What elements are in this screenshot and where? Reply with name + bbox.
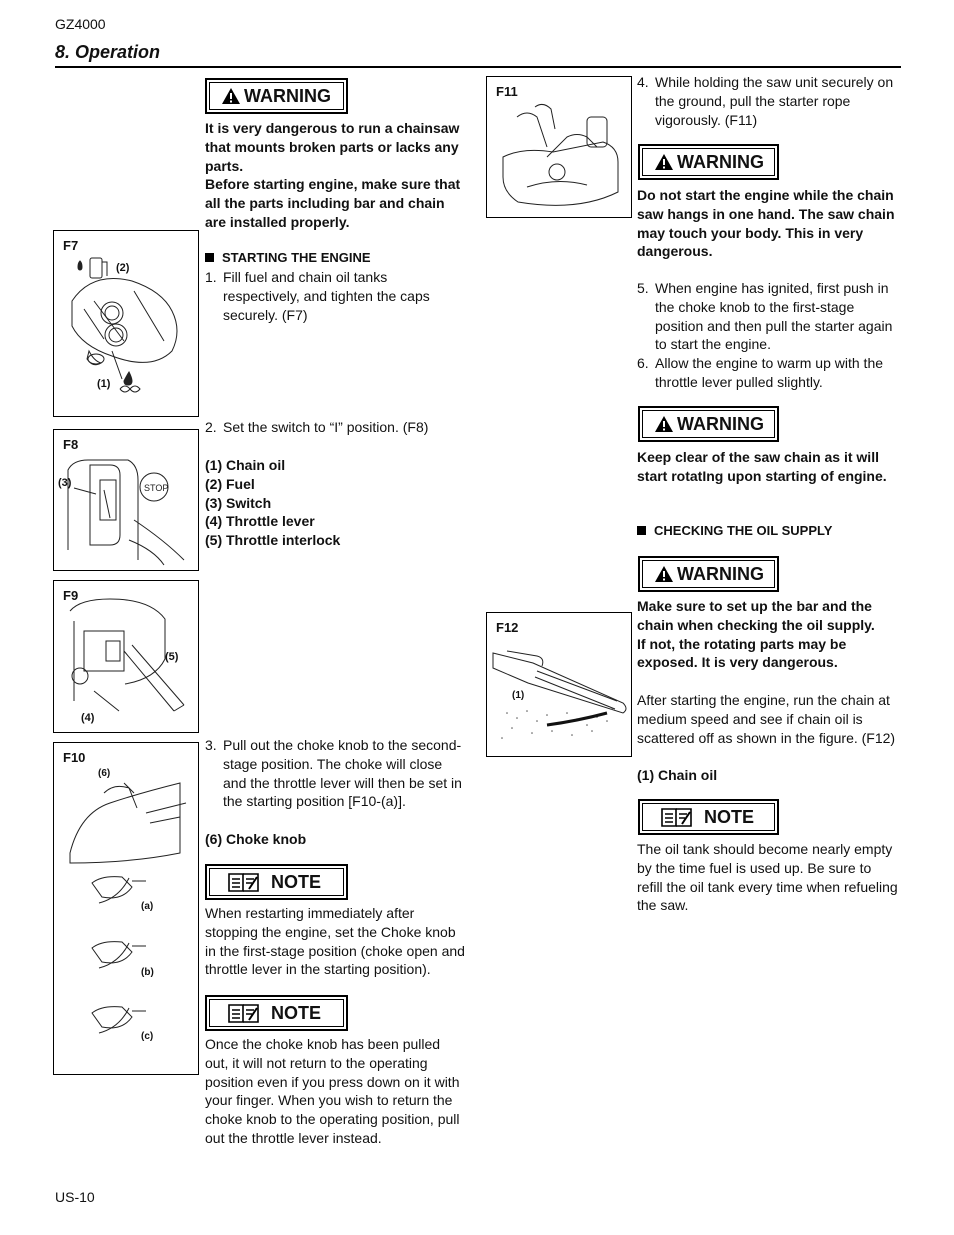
page-number: US-10 bbox=[55, 1189, 95, 1205]
callout-b: (b) bbox=[141, 967, 154, 978]
svg-text:STOP: STOP bbox=[144, 483, 169, 493]
warning-badge bbox=[638, 144, 779, 180]
warning-text: Keep clear of the saw chain as it will start rotatIng upon starting of engine. bbox=[637, 449, 887, 484]
warning-badge bbox=[205, 78, 348, 114]
choke-knob-illustration bbox=[54, 743, 200, 1076]
step-1: 1. Fill fuel and chain oil tanks respectively, and tighten the caps securely. (F7) bbox=[205, 269, 430, 323]
warning-label: WARNING bbox=[677, 413, 764, 434]
warning-text: It is very dangerous to run a chainsaw that mounts broken parts or lacks any parts. Before starting engine, make sure that all the parts including bar and chain are installed properly. bbox=[205, 120, 461, 230]
callout-1: (1) bbox=[512, 690, 525, 701]
step-2: 2. Set the switch to “I” position. (F8) bbox=[205, 419, 429, 435]
figure-f11 bbox=[486, 76, 632, 218]
step-5: 5. When engine has ignited, first push in the choke knob to the first-stage position and then pull the starter again to start the engine. bbox=[637, 280, 893, 353]
fuel-tank-illustration bbox=[54, 231, 200, 418]
section-heading-oil: CHECKING THE OIL SUPPLY bbox=[637, 522, 903, 541]
section-title: 8. Operation bbox=[55, 42, 161, 62]
callout-4: (4) bbox=[81, 712, 95, 724]
note-label: NOTE bbox=[271, 1002, 322, 1023]
warning-text: Do not start the engine while the chain saw hangs in one hand. The saw chain may touch your body. This in very dangerous. bbox=[637, 187, 895, 260]
callout-c: (c) bbox=[141, 1031, 154, 1042]
figure-label: F9 bbox=[63, 588, 79, 603]
note-text-3: The oil tank should become nearly empty by the time fuel is used up. Be sure to refill the oil tank every time when refueling the saw. bbox=[637, 841, 898, 914]
figure-label: F11 bbox=[496, 84, 518, 99]
callout-3: (3) bbox=[58, 477, 72, 489]
figure-f9 bbox=[53, 580, 199, 733]
square-bullet-icon bbox=[637, 526, 646, 535]
note-badge bbox=[205, 995, 348, 1031]
warning-badge bbox=[638, 406, 779, 442]
warning-label: WARNING bbox=[677, 563, 764, 584]
warning-label: WARNING bbox=[677, 151, 764, 172]
header-rule bbox=[55, 66, 901, 68]
figure-f7 bbox=[53, 230, 199, 417]
warning-badge bbox=[638, 556, 779, 592]
note-text-2: Once the choke knob has been pulled out, it will not return to the operating position even if you press down on it with your finger. When you wish to return the choke knob to the operating position, pull out the throttle lever instead. bbox=[205, 1036, 460, 1146]
callout-6: (6) bbox=[98, 768, 111, 779]
figure-label: F10 bbox=[63, 750, 86, 765]
figure-label: F7 bbox=[63, 238, 79, 253]
choke-knob-label: (6) Choke knob bbox=[205, 831, 307, 847]
note-text-1: When restarting immediately after stopping the engine, set the Choke knob in the first-stage position (choke open and throttle lever in the starting position). bbox=[205, 905, 465, 978]
callout-1: (1) bbox=[97, 378, 111, 390]
figure-label: F8 bbox=[63, 437, 79, 452]
step-6: 6. Allow the engine to warm up with the throttle lever pulled slightly. bbox=[637, 355, 884, 390]
warning-text: Make sure to set up the bar and the chain when checking the oil supply. If not, the rotating parts may be exposed. It is very dangerous. bbox=[637, 598, 875, 671]
square-bullet-icon bbox=[205, 253, 214, 262]
figure-f10 bbox=[53, 742, 199, 1075]
figure-f8 bbox=[53, 429, 199, 571]
callout-2: (2) bbox=[116, 262, 130, 274]
callout-a: (a) bbox=[141, 901, 154, 912]
note-badge bbox=[638, 799, 779, 835]
warning-label: WARNING bbox=[244, 85, 331, 106]
oil-check-text: After starting the engine, run the chain at medium speed and see if chain oil is scattered off as shown in the figure. (F12) bbox=[637, 692, 896, 746]
model-number: GZ4000 bbox=[55, 16, 106, 32]
figure-label: F12 bbox=[496, 620, 519, 635]
figure-f12 bbox=[486, 612, 632, 757]
parts-legend: (1) Chain oil (2) Fuel (3) Switch (4) Throttle lever (5) Throttle interlock bbox=[205, 457, 341, 549]
note-label: NOTE bbox=[271, 871, 322, 892]
step-3: 3. Pull out the choke knob to the second- stage position. The choke will close and the throttle lever will then be set in the starting position [F10-(a)]. bbox=[205, 737, 462, 810]
callout-5: (5) bbox=[165, 651, 179, 663]
note-badge bbox=[205, 864, 348, 900]
section-heading-starting: STARTING THE ENGINE bbox=[205, 249, 473, 268]
step-4: 4. While holding the saw unit securely on the ground, pull the starter rope vigorously. (F11) bbox=[637, 74, 894, 128]
note-label: NOTE bbox=[704, 806, 755, 827]
chain-oil-label: (1) Chain oil bbox=[637, 767, 718, 783]
